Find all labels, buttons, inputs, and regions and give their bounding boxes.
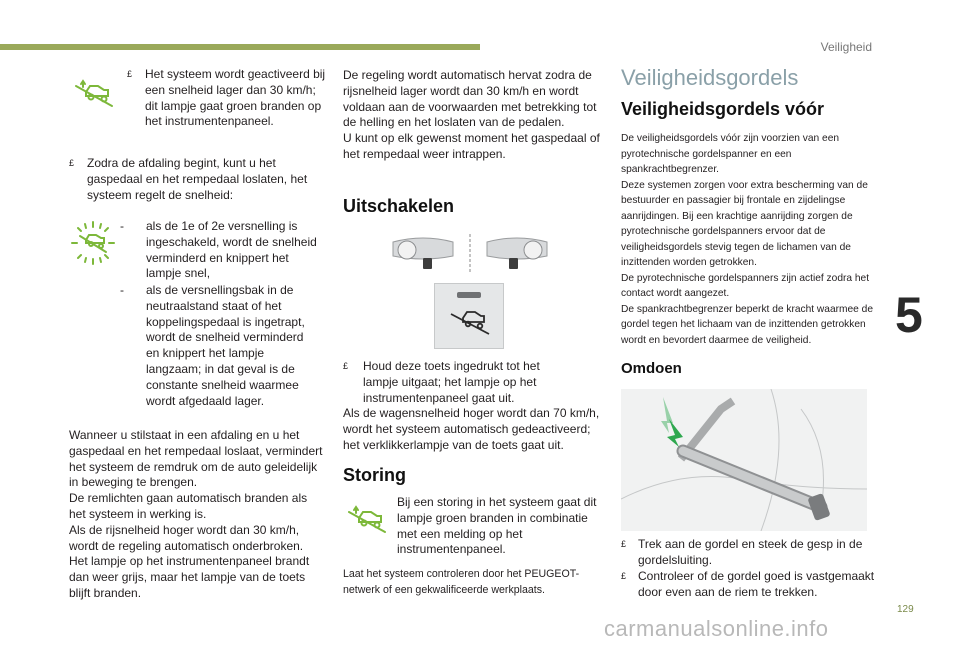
- chapter-number: 5: [895, 287, 923, 343]
- hill-descent-button: [434, 283, 504, 349]
- auto-deactivation-paragraph: Als de wagensnelheid hoger wordt dan 70 km/h, wordt het systeem automatisch gedeactiveerd; het verklikkerlampje van de toets gaat uit.: [343, 406, 600, 452]
- seatbelt-buckle-illustration: [621, 389, 867, 531]
- fault-note: Laat het systeem controleren door het PEUGEOT-netwerk of een gekwalificeerde werkplaats.: [343, 568, 580, 596]
- hill-descent-flashing-icon: [70, 220, 116, 266]
- heading-omdoen: Omdoen: [621, 360, 682, 377]
- bullet-check: £ Controleer of de gordel goed is vastgemaakt door even aan de riem te trekken.: [621, 569, 875, 599]
- fault-paragraph: Bij een storing in het systeem gaat dit lampje groen branden in combinatie met een melding op het instrumentenpaneel.: [397, 495, 597, 557]
- page-number: 129: [897, 604, 914, 615]
- seatbelt-description: De veiligheidsgordels vóór zijn voorzien van een pyrotechnische gordelspanner en een spankrachtbegrenzer. Deze systemen zorgen voor extra bescherming van de bestuurder en passagier bij frontale en zijdelingse aanrijdingen. Bij een krachtige aanrijding zorgen de pyrotechnische gordelspanners ervoor dat de veiligheidsgordels stevig tegen de lichamen van de inzittenden worden getrokken. De pyrotechnische gordelspanners zijn actief zodra het contact wordt aangezet. De spankrachtbegrenzer beperkt de kracht waarmee de gordel tegen het lichaam van de inzittenden getrokken wordt en bevordert daarmee de veiligheid.: [621, 133, 873, 346]
- header-accent-bar: [0, 44, 480, 50]
- section-label: Veiligheid: [820, 40, 872, 54]
- heading-uitschakelen: Uitschakelen: [343, 196, 455, 216]
- dash-neutral: - als de versnellingsbak in de neutraalstand staat of het koppelingspedaal is ingetrapt, wordt de snelheid verminderd en knippert het lampje langzaam; in dat geval is de constante snelheid waarmee wordt afgedaald lager.: [120, 283, 305, 408]
- resume-paragraph: De regeling wordt automatisch hervat zodra de rijsnelheid lager wordt dan 30 km/h en wordt voldaan aan de voorwaarden met betrekking tot de helling en het loslaten van de pedalen. U kunt op elk gewenst moment het gaspedaal of het rempedaal weer intrappen.: [343, 68, 600, 161]
- heading-storing: Storing: [343, 465, 406, 485]
- chapter-title-seatbelts: Veiligheidsgordels: [621, 65, 799, 90]
- watermark: carmanualsonline.info: [604, 616, 829, 641]
- hill-descent-icon: [72, 78, 116, 110]
- hill-descent-fault-icon: [345, 504, 389, 536]
- bullet-descent-start: £ Zodra de afdaling begint, kunt u het gaspedaal en het rempedaal loslaten, het systeem regelt de snelheid:: [69, 156, 308, 202]
- bullet-fasten: £ Trek aan de gordel en steek de gesp in de gordelsluiting.: [621, 537, 863, 567]
- hill-descent-symbol-icon: [449, 306, 491, 336]
- dashboard-button-location-illustration: [385, 232, 555, 274]
- button-indicator-lamp: [457, 292, 481, 298]
- heading-front-seatbelts: Veiligheidsgordels vóór: [621, 99, 825, 119]
- bullet-press-button: £ Houd deze toets ingedrukt tot het lampje uitgaat; het lampje op het instrumentenpaneel gaat uit.: [343, 359, 540, 405]
- bullet-activation: £ Het systeem wordt geactiveerd bij een snelheid lager dan 30 km/h; dit lampje gaat groen branden op het instrumentenpaneel.: [127, 67, 326, 129]
- dash-gear-engaged: - als de 1e of 2e versnelling is ingeschakeld, wordt de snelheid verminderd en knippert het lampje snel,: [120, 219, 317, 281]
- standstill-paragraph: Wanneer u stilstaat in een afdaling en u het gaspedaal en het rempedaal loslaat, vermindert het systeem de remdruk om de auto geleidelijk in beweging te brengen. De remlichten gaan automatisch branden als het systeem in werking is. Als de rijsnelheid hoger wordt dan 30 km/h, wordt de regeling automatisch onderbroken. Het lampje op het instrumentenpaneel brandt dan weer grijs, maar het lampje van de toets blijft branden.: [69, 428, 323, 600]
